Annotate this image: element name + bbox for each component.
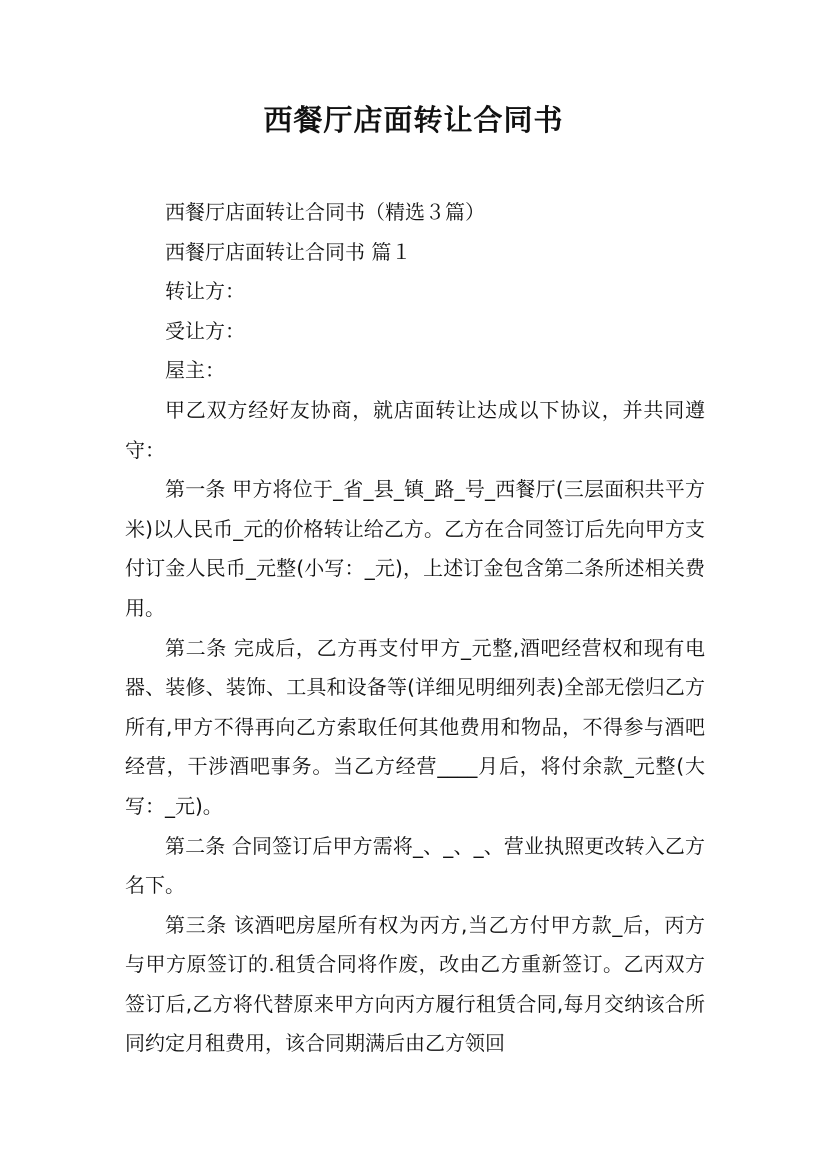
paragraph-preamble: 甲乙双方经好友协商，就店面转让达成以下协议，并共同遵守： [125,397,705,462]
paragraph-transferee: 受让方： [165,318,245,343]
paragraph-article-2b: 第二条 合同签订后甲方需将_、_、_、营业执照更改转入乙方名下。 [125,833,705,898]
paragraph-article-3: 第三条 该酒吧房屋所有权为丙方,当乙方付甲方款_后，丙方与甲方原签订的.租赁合同将作废，改由乙方重新签订。乙丙双方签订后,乙方将代替原来甲方向丙方履行租赁合同,每月交纳该合所同约定月租费用，该合同期满后由乙方领回 [125,912,705,1056]
paragraph-article-1: 第一条 甲方将位于_省_县_镇_路_号_西餐厅(三层面积共平方米)以人民币_元的价格转让给乙方。乙方在合同签订后先向甲方支付订金人民币_元整(小写：_元)，上述订金包含第二条所述相关费用。 [125,477,705,620]
document-body [125,193,705,1064]
paragraph-subtitle: 西餐厅店面转让合同书（精选３篇） [165,200,485,224]
paragraph-transferor: 转让方： [165,279,245,304]
paragraph-section-heading: 西餐厅店面转让合同书 篇１ [165,239,412,264]
paragraph-article-2: 第二条 完成后，乙方再支付甲方_元整,酒吧经营权和现有电器、装修、装饰、工具和设备等(详细见明细列表)全部无偿归乙方所有,甲方不得再向乙方索取任何其他费用和物品，不得参与酒吧经营，干涉酒吧事务。当乙方经营____月后，将付余款_元整(大写：_元)。 [125,635,705,818]
document-title: 西餐厅店面转让合同书 [263,103,564,137]
paragraph-landlord: 屋主： [165,358,225,383]
